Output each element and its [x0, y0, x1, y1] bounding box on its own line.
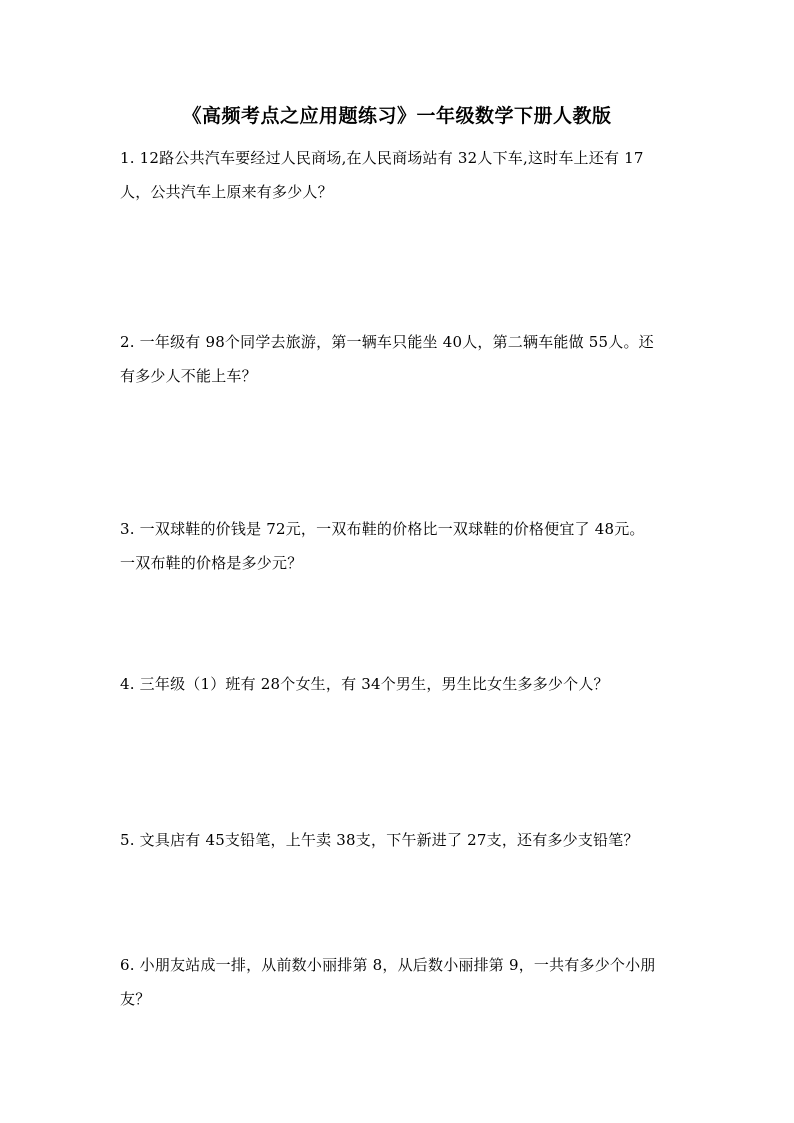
question-5 [120, 823, 680, 857]
question-1 [120, 141, 680, 209]
question-3-line-1: 3. 一双球鞋的价钱是 72元，一双布鞋的价格比一双球鞋的价格便宜了 48元。 [120, 520, 645, 538]
question-3 [120, 512, 680, 580]
question-5-line-1: 5. 文具店有 45支铅笔，上午卖 38支，下午新进了 27支，还有多少支铅笔？ [120, 831, 639, 849]
question-6-line-2: 友？ [120, 990, 151, 1008]
question-3-line-2: 一双布鞋的价格是多少元？ [120, 554, 303, 572]
question-2-line-2: 有多少人不能上车？ [120, 367, 257, 385]
question-2 [120, 325, 680, 393]
question-4-line-1: 4. 三年级（1）班有 28个女生，有 34个男生，男生比女生多多少个人？ [120, 675, 609, 693]
question-1-line-1: 1. 12路公共汽车要经过人民商场,在人民商场站有 32人下车,这时车上还有 17 [120, 149, 644, 167]
question-6-line-1: 6. 小朋友站成一排，从前数小丽排第 8，从后数小丽排第 9，一共有多少个小朋 [120, 956, 656, 974]
question-4 [120, 667, 680, 701]
page-title: 《高频考点之应用题练习》一年级数学下册人教版 [182, 105, 612, 127]
question-2-line-1: 2. 一年级有 98个同学去旅游，第一辆车只能坐 40人，第二辆车能做 55人。还 [120, 333, 654, 351]
question-1-line-2: 人，公共汽车上原来有多少人？ [120, 183, 333, 201]
question-6 [120, 948, 680, 1016]
